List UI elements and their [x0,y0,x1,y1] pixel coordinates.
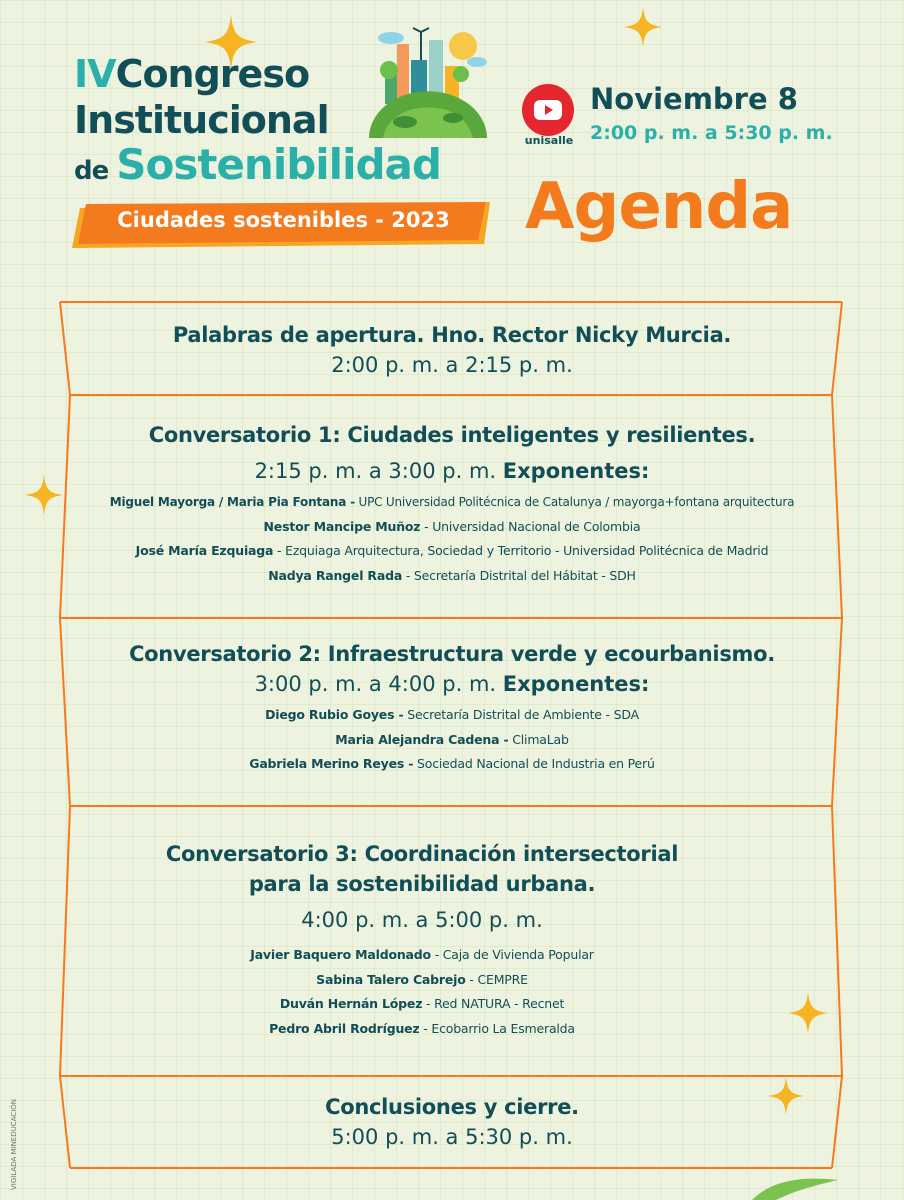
agenda-heading: Agenda [525,170,793,244]
agenda-item-title: Conclusiones y cierre. [325,1095,579,1119]
speaker-row [60,515,844,540]
agenda-item-time: 2:00 p. m. a 2:15 p. m. [331,353,573,377]
speaker-name: Pedro Abril Rodríguez [269,1020,420,1036]
speaker-row [60,968,784,993]
speaker-org: - Caja de Vivienda Popular [430,947,594,962]
speaker-name: Miguel Mayorga / Maria Pia Fontana - [109,495,355,509]
speaker-row [60,703,844,728]
city-globe-illustration-icon [365,22,490,140]
agenda-item-closing [60,1092,844,1152]
speaker-org: - Secretaría Distrital del Hábitat - SDH [402,567,636,583]
speaker-name: Javier Baquero Maldonado [250,947,431,962]
speaker-name: Diego Rubio Goyes - [265,707,404,722]
congress-de: de [74,156,109,186]
vigilada-mineducacion-label: VIGILADA MINEDUCACIÓN [10,1099,18,1190]
star-decoration-icon [25,472,63,518]
speaker-org: - Red NATURA - Recnet [422,996,565,1011]
speaker-org: - Universidad Nacional de Colombia [420,518,641,534]
speaker-org: UPC Universidad Politécnica de Catalunya / mayorga+fontana arquitectura [354,495,795,509]
speaker-org: ClimaLab [508,731,569,747]
exponentes-label: Exponentes: [502,672,650,696]
speaker-org: - Ezquiaga Arquitectura, Sociedad y Territorio - Universidad Politécnica de Madrid [273,543,769,558]
agenda-item-time-row [60,669,844,699]
agenda-item-title: Conversatorio 2: Infraestructura verde y ecourbanismo. [129,642,775,666]
speaker-name: José María Ezquiaga [135,543,274,558]
agenda-item-conversatorio-3 [60,839,784,1041]
congress-title-line2: Institucional [74,98,329,142]
speaker-row [60,1017,784,1042]
agenda-item-time: 5:00 p. m. a 5:30 p. m. [331,1125,573,1149]
event-time: 2:00 p. m. a 5:30 p. m. [590,122,833,144]
leaf-decoration-icon [752,1176,838,1200]
speaker-org: Sociedad Nacional de Industria en Perú [413,756,655,771]
youtube-icon[interactable] [522,84,574,136]
congress-title-line1 [74,52,309,96]
agenda-item-title-line1: Conversatorio 3: Coordinación intersectorial [165,842,679,866]
speaker-row [60,992,784,1017]
speaker-name: Sabina Talero Cabrejo [316,971,466,987]
congress-edition: IV [74,52,116,96]
subtitle-ribbon-text: Ciudades sostenibles - 2023 [117,208,450,232]
speaker-name: Gabriela Merino Reyes - [249,756,414,771]
speaker-name: Nestor Mancipe Muñoz [263,518,421,534]
agenda-item-conversatorio-2 [60,639,844,777]
congress-word: Congreso [115,52,310,96]
exponentes-label: Exponentes: [502,459,650,483]
speaker-row [60,564,844,589]
agenda-item-time-row [60,456,844,486]
agenda-item-time: 4:00 p. m. a 5:00 p. m. [301,908,543,932]
speaker-name: Duván Hernán López [279,996,423,1011]
speaker-name: Maria Alejandra Cadena - [335,731,509,747]
agenda-item-title-line2: para la sostenibilidad urbana. [248,872,596,896]
speaker-row [60,490,844,515]
speaker-row [60,943,784,968]
agenda-item-time: 3:00 p. m. a 4:00 p. m. [254,672,497,696]
event-date: Noviembre 8 [590,82,798,116]
agenda-item-title: Conversatorio 1: Ciudades inteligentes y resilientes. [148,423,756,447]
star-decoration-icon [788,990,828,1036]
speaker-row [60,539,844,564]
agenda-item-opening [60,320,844,380]
agenda-item-conversatorio-1 [60,420,844,588]
speaker-org: Secretaría Distrital de Ambiente - SDA [403,707,639,722]
congress-sostenibilidad: Sostenibilidad [116,140,441,189]
agenda-item-title: Palabras de apertura. Hno. Rector Nicky Murcia. [172,323,732,347]
speaker-row [60,728,844,753]
speaker-org: - CEMPRE [465,971,528,987]
channel-label: unisalle [524,134,574,147]
speaker-name: Nadya Rangel Rada [268,567,403,583]
agenda-item-time: 2:15 p. m. a 3:00 p. m. [254,459,497,483]
speaker-org: - Ecobarrio La Esmeralda [419,1020,575,1036]
speaker-row [60,752,844,777]
congress-title-line3 [74,140,441,189]
star-decoration-icon [624,6,662,48]
